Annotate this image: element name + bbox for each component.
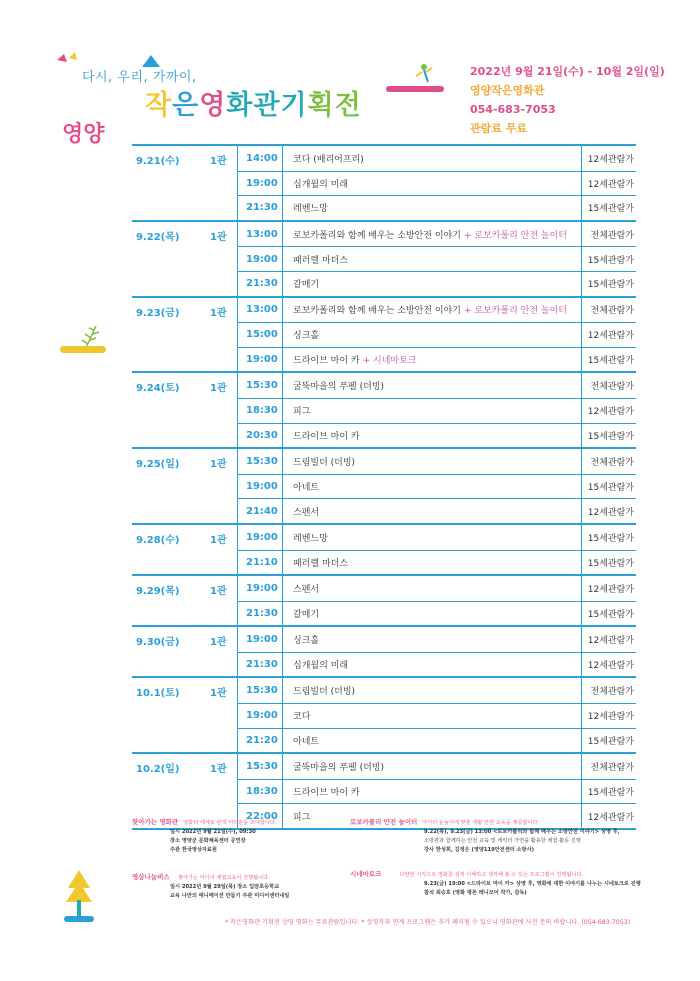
screening-rating: 전체관람가 (590, 457, 634, 468)
film-title: 드라이브 마이 카 (293, 356, 360, 367)
screening-rating: 15세관람가 (587, 533, 634, 544)
schedule-day (132, 523, 636, 574)
note-robocar: 로보카폴리 안전 놀이터 아이의 눈높이에 맞춘 생활 안전 교육을 제공합니다. 9.22(목), 9.23(금) 13:00 <로보카폴리와 함께 배우는 소방안전 이야기> 상영 후, 소방관과 함께하는 안전 교육 및 캐릭터 가면을 활용한 체험 활동 진행 강사 한성희, 김정은 (영양119안전센터 소방사) (350, 818, 620, 853)
screening-row (238, 779, 636, 804)
film-title: 드라이브 마이 카 (293, 788, 360, 799)
day-hall: 1관 (196, 754, 238, 828)
screening-time: 19:00 (238, 576, 283, 601)
screening-row (238, 449, 636, 474)
screening-title (283, 298, 582, 323)
screening-rating: 12세관람가 (587, 507, 634, 518)
screening-title (283, 172, 582, 196)
day-screenings (238, 373, 636, 447)
screening-extra-program: + 로보카폴리 안전 놀이터 (463, 306, 568, 317)
screening-rating: 12세관람가 (587, 636, 634, 647)
screening-time: 21:10 (238, 551, 283, 575)
film-title: 아네트 (293, 736, 320, 747)
schedule-day (132, 220, 636, 296)
film-title: 로보카폴리와 함께 배우는 소방안전 이야기 (293, 230, 461, 241)
town-name: 영양 (62, 122, 105, 147)
screening-rating: 15세관람가 (587, 609, 634, 620)
screening-rating: 전체관람가 (590, 306, 634, 317)
screening-time: 15:30 (238, 678, 283, 703)
screening-time: 18:30 (238, 399, 283, 423)
screening-rating: 15세관람가 (587, 558, 634, 569)
day-screenings (238, 627, 636, 676)
confetti-decoration (55, 52, 85, 76)
screening-rating: 15세관람가 (587, 280, 634, 291)
screening-rating: 15세관람가 (587, 483, 634, 494)
film-title: 드라이브 마이 카 (293, 431, 360, 442)
day-hall: 1관 (196, 222, 238, 296)
day-screenings (238, 576, 636, 625)
screening-rating: 15세관람가 (587, 255, 634, 266)
screening-time: 15:00 (238, 323, 283, 347)
screening-title (283, 373, 582, 398)
film-title: 피그 (293, 407, 311, 418)
screening-title (283, 499, 582, 523)
film-title: 코다 (293, 712, 311, 723)
schedule-day (132, 447, 636, 523)
screening-title (283, 222, 582, 247)
screening-time: 15:30 (238, 754, 283, 779)
day-screenings (238, 449, 636, 523)
schedule-day (132, 625, 636, 676)
film-title: 드림빌더 (더빙) (293, 457, 356, 468)
day-hall: 1관 (196, 678, 238, 752)
day-date: 9.25(일) (136, 459, 180, 471)
screening-title (283, 653, 582, 677)
screening-time: 22:00 (238, 804, 283, 828)
screening-row (238, 474, 636, 499)
day-hall: 1관 (196, 298, 238, 372)
day-screenings (238, 525, 636, 574)
footer-note: * 작은영화관 기획전 상영 영화는 무료관람입니다. * 상영작과 연계 프로그램은 추가 폐지될 수 있으니 영화관에 사전 문의 바랍니다. (054-683-7053) (225, 919, 630, 926)
note-visiting: 찾아가는 영화관 영화의 세계로 관객 여러분을 초대합니다. 일시 2022년 9월 21일(수), 09:30 장소 영양군 문화체육센터 공연장 주관 한국영상자료원 (132, 818, 277, 853)
screening-time: 21:30 (238, 602, 283, 626)
film-title: 스펜서 (293, 584, 320, 595)
screening-time: 19:00 (238, 348, 283, 372)
screening-time: 13:00 (238, 298, 283, 323)
screening-title (283, 780, 582, 804)
day-screenings (238, 298, 636, 372)
screening-row (238, 601, 636, 626)
screening-rating: 전체관람가 (590, 763, 634, 774)
screening-time: 19:00 (238, 475, 283, 499)
screening-title (283, 449, 582, 474)
screening-title (283, 754, 582, 779)
day-date: 9.29(목) (136, 586, 180, 598)
day-hall: 1관 (196, 146, 238, 220)
film-title: 피그 (293, 812, 311, 823)
screening-rating: 12세관람가 (587, 712, 634, 723)
screening-time: 21:30 (238, 272, 283, 296)
screening-row (238, 703, 636, 728)
event-period: 2022년 9월 21일(수) - 10월 2일(일) (470, 65, 665, 78)
film-title: 스펜서 (293, 507, 320, 518)
screening-row (238, 146, 636, 171)
schedule-day (132, 371, 636, 447)
film-title: 굴뚝마을의 푸펠 (더빙) (293, 382, 384, 393)
day-date: 10.2(일) (136, 764, 180, 776)
day-screenings (238, 678, 636, 752)
screening-rating: 전체관람가 (590, 230, 634, 241)
screening-title (283, 196, 582, 220)
screening-time: 21:30 (238, 653, 283, 677)
schedule-day (132, 296, 636, 372)
screening-rating: 12세관람가 (587, 661, 634, 672)
screening-row (238, 298, 636, 323)
screening-rating: 15세관람가 (587, 204, 634, 215)
screening-extra-program: + 로보카폴리 안전 놀이터 (463, 230, 568, 241)
screening-title (283, 399, 582, 423)
screening-row (238, 398, 636, 423)
screening-row (238, 271, 636, 296)
screening-row (238, 423, 636, 448)
note-cinetalk: 시네마토크 다양한 시각으로 영화를 심게 이해하고 생각해 볼 수 있는 프로그램이 진행됩니다. 9.23(금) 19:00 <드라이브 마이 카> 상영 후, 영화에 대한 이야기를 나누는 시네토크로 진행 참석 최승호 (영화 평론 레니모어 작가, 감독) (350, 870, 641, 896)
day-date: 9.23(금) (136, 307, 180, 319)
screening-rating: 15세관람가 (587, 431, 634, 442)
event-venue: 영양작은영화관 (470, 84, 545, 97)
screening-row (238, 525, 636, 550)
screening-time: 19:00 (238, 172, 283, 196)
screening-row (238, 728, 636, 753)
film-title: 굴뚝마을의 푸펠 (더빙) (293, 763, 384, 774)
film-title: 갈매기 (293, 280, 320, 291)
screening-time: 21:30 (238, 196, 283, 220)
screening-row (238, 171, 636, 196)
day-date: 9.22(목) (136, 231, 180, 243)
film-title: 십개월의 미래 (293, 179, 349, 190)
film-title: 아네트 (293, 483, 320, 494)
screening-rating: 12세관람가 (587, 812, 634, 823)
screening-title (283, 272, 582, 296)
event-fee: 관람료 무료 (470, 122, 527, 135)
poster-title: 작은영화관기획전 (145, 90, 362, 121)
screening-row (238, 195, 636, 220)
event-info (470, 62, 665, 138)
screening-row (238, 498, 636, 523)
screening-title (283, 602, 582, 626)
screening-time: 15:30 (238, 373, 283, 398)
screening-rating: 12세관람가 (587, 407, 634, 418)
screening-title (283, 146, 582, 171)
screening-title (283, 551, 582, 575)
screening-row (238, 678, 636, 703)
screening-rating: 12세관람가 (587, 179, 634, 190)
event-phone: 054-683-7053 (470, 103, 556, 116)
screening-row (238, 347, 636, 372)
screening-title (283, 729, 582, 753)
day-hall: 1관 (196, 449, 238, 523)
film-title: 드림빌더 (더빙) (293, 687, 356, 698)
screening-time: 13:00 (238, 222, 283, 247)
film-title: 패러렐 마더스 (293, 255, 349, 266)
poster-subtitle: 다시, 우리, 가까이, (82, 70, 197, 85)
day-date: 10.1(토) (136, 688, 180, 700)
figure-decoration (386, 58, 446, 94)
film-title: 싱크홀 (293, 331, 320, 342)
screening-title (283, 678, 582, 703)
screening-time: 21:20 (238, 729, 283, 753)
screening-time: 19:00 (238, 704, 283, 728)
screening-title (283, 424, 582, 448)
screening-row (238, 652, 636, 677)
day-screenings (238, 754, 636, 828)
film-title: 패러렐 마더스 (293, 558, 349, 569)
screening-row (238, 754, 636, 779)
day-screenings (238, 222, 636, 296)
schedule-day (132, 676, 636, 752)
note-media-bus: 영상나눔버스 찾아가는 미디어 체험교육이 진행됩니다. 일시 2022년 9월 29일(목) 장소 입암초등학교 교육 나만의 애니메이션 만들기 주관 미디어센터내일 (132, 873, 290, 899)
day-date: 9.30(금) (136, 637, 180, 649)
screening-row (238, 222, 636, 247)
screening-row (238, 576, 636, 601)
day-hall: 1관 (196, 525, 238, 574)
screening-title (283, 704, 582, 728)
screening-time: 20:30 (238, 424, 283, 448)
screening-title (283, 525, 582, 550)
screening-rating: 12세관람가 (587, 584, 634, 595)
film-title: 레벤느망 (293, 204, 328, 215)
screening-title (283, 247, 582, 271)
day-hall: 1관 (196, 627, 238, 676)
screening-time: 18:30 (238, 780, 283, 804)
screening-rating: 15세관람가 (587, 356, 634, 367)
screening-row (238, 322, 636, 347)
day-hall: 1관 (196, 576, 238, 625)
day-date: 9.24(토) (136, 383, 180, 395)
screening-rating: 15세관람가 (587, 736, 634, 747)
day-screenings (238, 146, 636, 220)
schedule-table (132, 144, 636, 830)
schedule-day (132, 144, 636, 220)
film-title: 코다 (배리어프리) (293, 154, 364, 165)
screening-row (238, 627, 636, 652)
screening-time: 14:00 (238, 146, 283, 171)
screening-time: 19:00 (238, 627, 283, 652)
screening-row (238, 373, 636, 398)
screening-time: 19:00 (238, 247, 283, 271)
screening-title (283, 576, 582, 601)
screening-title (283, 475, 582, 499)
day-date: 9.21(수) (136, 156, 180, 167)
film-title: 갈매기 (293, 609, 320, 620)
screening-rating: 12세관람가 (587, 331, 634, 342)
screening-row (238, 246, 636, 271)
screening-time: 15:30 (238, 449, 283, 474)
screening-rating: 전체관람가 (590, 382, 634, 393)
schedule-day (132, 574, 636, 625)
leaf-decoration (60, 320, 110, 356)
screening-extra-program: + 시네마토크 (362, 356, 417, 367)
screening-title (283, 627, 582, 652)
screening-rating: 12세관람가 (587, 154, 634, 165)
screening-title (283, 323, 582, 347)
screening-time: 19:00 (238, 525, 283, 550)
tree-decoration (62, 870, 96, 930)
day-date: 9.28(수) (136, 534, 180, 546)
screening-title (283, 348, 582, 372)
screening-rating: 15세관람가 (587, 788, 634, 799)
day-hall: 1관 (196, 373, 238, 447)
screening-time: 21:40 (238, 499, 283, 523)
screening-row (238, 550, 636, 575)
film-title: 로보카폴리와 함께 배우는 소방안전 이야기 (293, 306, 461, 317)
film-title: 십개월의 미래 (293, 661, 349, 672)
screening-rating: 전체관람가 (590, 687, 634, 698)
film-title: 싱크홀 (293, 636, 320, 647)
film-title: 레벤느망 (293, 533, 328, 544)
